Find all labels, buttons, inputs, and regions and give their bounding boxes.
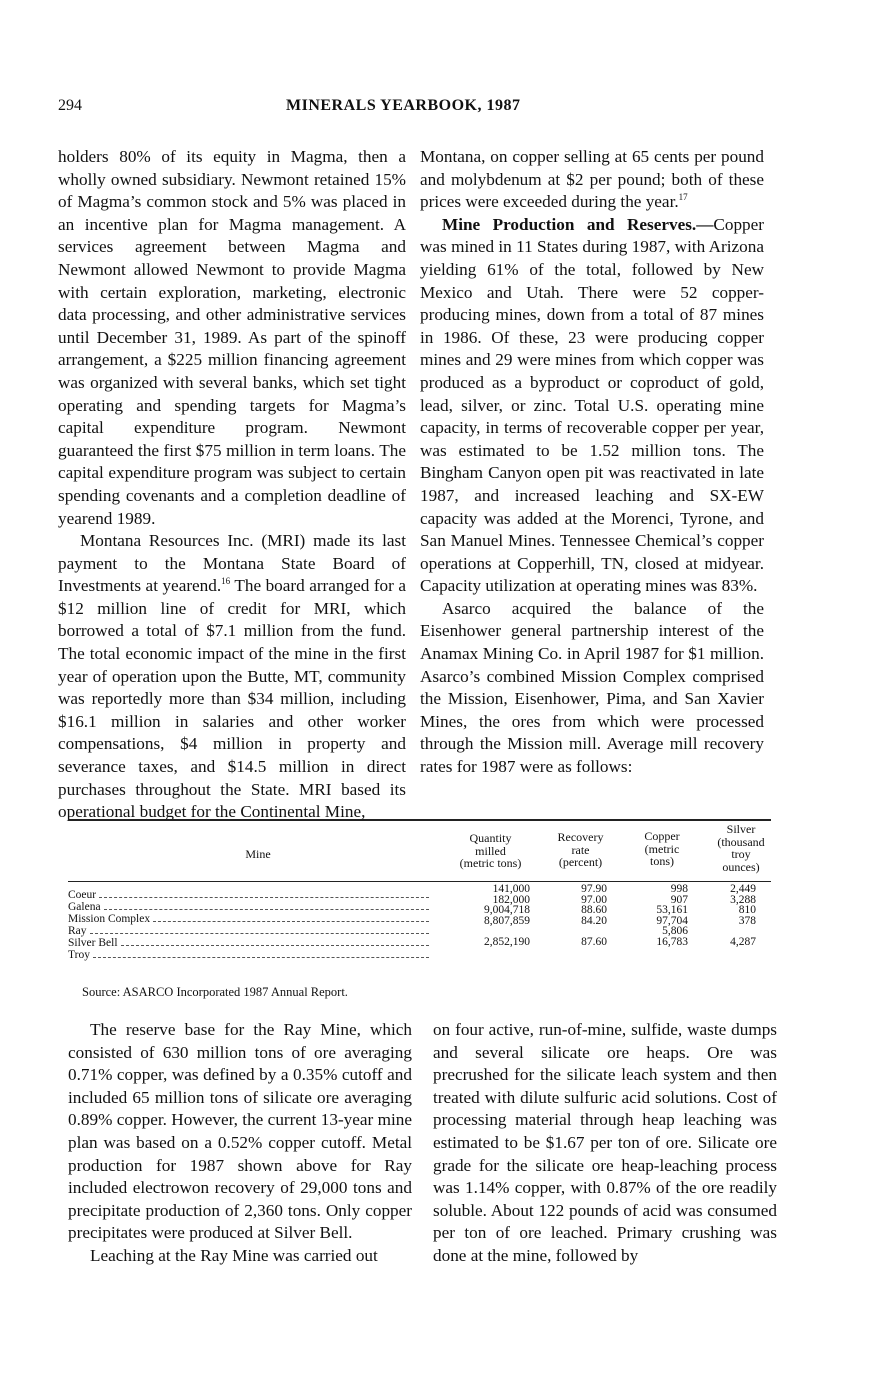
- mill-recovery-table: [68, 819, 771, 960]
- col-header-silver: Silver (thousand troy ounces): [717, 822, 765, 874]
- dot-leader: [99, 889, 429, 898]
- table-row-coeur: Coeur: [68, 889, 433, 901]
- paragraph: Montana, on copper selling at 65 cents per pound and molybdenum at $2 per pound; both of these prices were exceeded during the year.$^{17}$: [420, 147, 764, 212]
- paragraph: The reserve base for the Ray Mine, which consisted of 630 million tons of ore averaging 0.71% copper, was defined by a 0.35% cutoff and included 65 million tons of silicate ore averaging 0.89% copper. However, the current 13-year mine plan was based on a 0.52% copper cutoff. Metal production for 1987 shown above for Ray included electrowon recovery of 29,000 tons and precipitate production of 2,360 tons. Only copper precipitates were produced at Silver Bell.: [68, 1020, 412, 1243]
- paragraph: Leaching at the Ray Mine was carried out: [90, 1245, 378, 1265]
- table-row-ray: Ray: [68, 925, 433, 937]
- copper-column: 998 907 53,161 97,704 5,806 16,783: [656, 883, 688, 948]
- dot-leader: [90, 925, 429, 934]
- table-row-galena: Galena: [68, 901, 433, 913]
- table-header: [68, 821, 771, 881]
- recovery-column: 97.90 97.00 88.60 84.20 87.60: [581, 883, 607, 948]
- table-row-mission-complex: Mission Complex: [68, 913, 433, 925]
- table-body: [68, 882, 771, 960]
- top-right-column: [420, 146, 764, 779]
- footnote-ref: 17: [678, 192, 688, 203]
- col-header-quantity: Quantity milled (metric tons): [459, 831, 522, 870]
- paragraph: Mine Production and Reserves.—Copper was mined in 11 States during 1987, with Arizona yielding 61% of the total, followed by New Mexico and Utah. There were 52 copper-producing mines, down from a total of 87 mines in 1986. Of these, 23 were producing copper mines and 29 were mines from which copper was produced as a byproduct or coproduct of gold, lead, silver, or zinc. Total U.S. operating mine capacity, in terms of recoverable copper per year, was estimated to be 1.52 million tons. The Bingham Canyon open pit was reactivated in late 1987, and increased leaching and SX-EW capacity was added at the Morenci, Tyrone, and San Manuel Mines. Tennessee Chemical’s copper operations at Copperhill, TN, closed at midyear. Capacity utilization at operating mines was 83%.: [420, 214, 764, 596]
- dot-leader: [121, 937, 429, 946]
- mine-column: [68, 889, 433, 961]
- col-header-mine: Mine: [245, 847, 271, 861]
- dot-leader: [93, 949, 429, 958]
- paragraph: on four active, run-of-mine, sulfide, waste dumps and several silicate ore heaps. Ore was precrushed for the silicate leach system and then treated with dilute sulfuric acid solutions. Cost of processing material through heap leaching was estimated to be $1.67 per ton of ore. Silicate ore grade for the silicate ore heap-leaching process was 1.14% copper, with 0.87% of the ore readily soluble. About 122 pounds of acid was consumed per ton of ore leached. Primary crushing was done at the mine, followed by: [433, 1020, 777, 1265]
- quantity-column: 141,000 182,000 9,004,718 8,807,859 2,852,190: [484, 883, 530, 948]
- col-header-recovery: Recovery rate (percent): [557, 830, 604, 869]
- table-row-troy: Troy: [68, 949, 433, 961]
- dot-leader: [153, 913, 429, 922]
- running-title: MINERALS YEARBOOK, 1987: [286, 97, 521, 114]
- paragraph: Asarco acquired the balance of the Eisenhower general partnership interest of the Anamax Mining Co. in April 1987 for $1 million. Asarco’s combined Mission Complex comprised the Mission, Eisenhower, Pima, and San Xavier Mines, the ores from which were processed through the Mission mill. Average mill recovery rates for 1987 were as follows:: [420, 598, 764, 777]
- table-source-note: Source: ASARCO Incorporated 1987 Annual Report.: [82, 985, 348, 999]
- page-header: [58, 97, 780, 121]
- silver-column: 2,449 3,288 810 378 4,287: [730, 883, 756, 948]
- footnote-ref: 16: [221, 576, 231, 587]
- page-number: 294: [58, 97, 82, 114]
- top-left-column: [58, 146, 406, 824]
- bottom-left-column: [68, 1019, 412, 1268]
- bottom-right-column: [433, 1019, 777, 1268]
- col-header-copper: Copper (metric tons): [644, 829, 680, 868]
- dot-leader: [104, 901, 429, 910]
- paragraph: holders 80% of its equity in Magma, then a wholly owned subsidiary. Newmont retained 15% of Magma’s common stock and 5% was placed in an incentive plan for Magma management. A services agreement between Magma and Newmont allowed Newmont to provide Magma with certain exploration, marketing, electronic data processing, and other administrative services until December 31, 1989. As part of the spinoff arrangement, a $225 million financing agreement was organized with several banks, which set tight operating and spending targets for Magma’s capital expenditure program. Newmont guaranteed the first $75 million in term loans. The capital expenditure program was subject to certain spending covenants and a completion deadline of yearend 1989.: [58, 147, 406, 528]
- table-row-silver-bell: Silver Bell: [68, 937, 433, 949]
- section-heading: Mine Production and Reserves.—: [442, 214, 714, 234]
- paragraph: Montana Resources Inc. (MRI) made its last payment to the Montana State Board of Investments at yearend.$^{16}$ The board arranged for a $12 million line of credit for MRI, which borrowed a total of $7.1 million from the fund. The total economic impact of the mine in the first year of operation upon the Butte, MT, community was reportedly more than $34 million, including $16.1 million in salaries and other worker compensations, $4 million in property and severance taxes, and $14.5 million in direct purchases throughout the State. MRI based its operational budget for the Continental Mine,: [58, 531, 406, 822]
